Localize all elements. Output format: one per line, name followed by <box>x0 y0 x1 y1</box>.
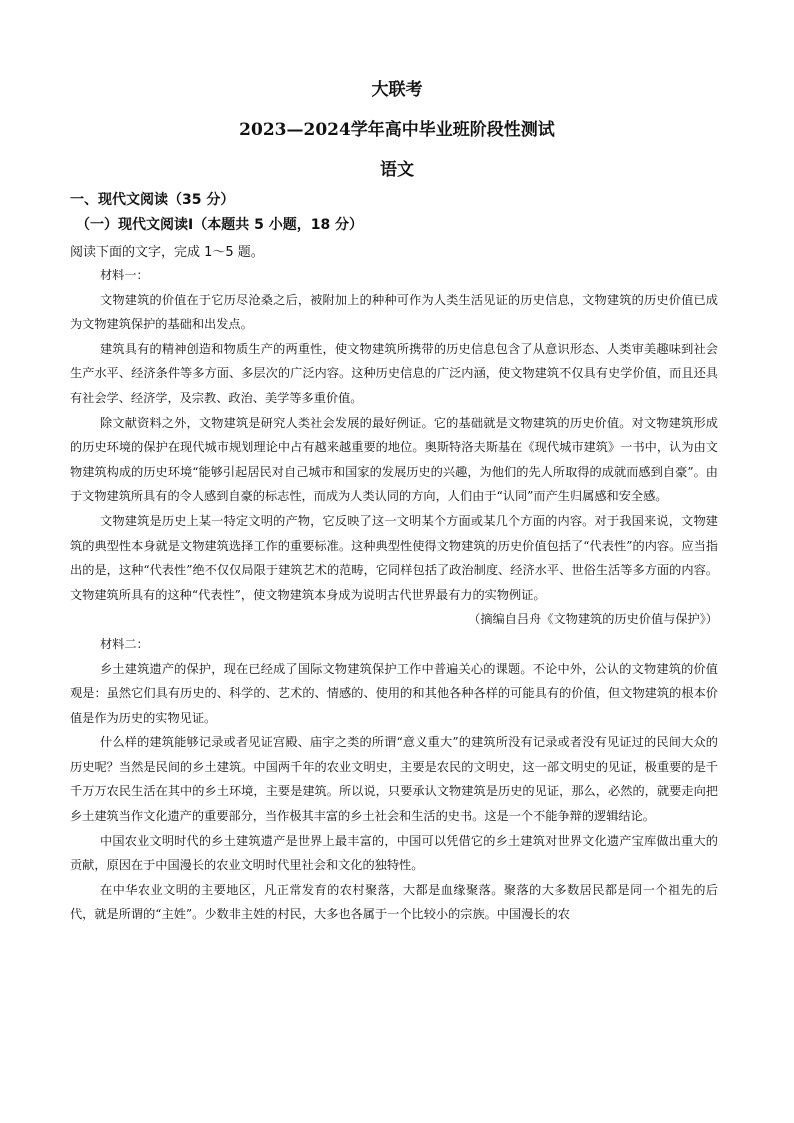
test-title: 2023—2024学年高中毕业班阶段性测试 <box>239 120 555 140</box>
section-heading: 一、现代文阅读（35 分） <box>70 192 235 208</box>
paragraph: 在中华农业文明的主要地区，凡正常发育的农村聚落，大都是血缘聚落。聚落的大多数居民都是同一个祖先的后代，就是所谓的“主姓”。少数非主姓的村民，大多也各属于一个比较小的宗族。中国漫长的农 <box>70 882 718 922</box>
reading-instruction: 阅读下面的文字，完成 1～5 题。 <box>70 245 264 260</box>
paragraph: 乡土建筑遗产的保护，现在已经成了国际文物建筑保护工作中普遍关心的课题。不论中外，公认的文物建筑的价值观是：虽然它们具有历史的、科学的、艺术的、情感的、使用的和其他各种各样的可能具有的价值，但文物建筑的根本价值是作为历史的实物见证。 <box>70 661 718 725</box>
paragraph: 中国农业文明时代的乡土建筑遗产是世界上最丰富的，中国可以凭借它的乡土建筑对世界文化遗产宝库做出重大的贡献，原因在于中国漫长的农业文明时代里社会和文化的独特性。 <box>70 833 718 873</box>
subsection-heading: （一）现代文阅读Ⅰ（本题共 5 小题，18 分） <box>76 217 364 233</box>
material-label: 材料一： <box>100 268 149 282</box>
exam-title: 大联考 <box>371 80 423 100</box>
source-citation: （摘编自吕舟《文物建筑的历史价值与保护》） <box>468 612 718 627</box>
material-label: 材料二： <box>100 636 149 651</box>
paragraph: 什么样的建筑能够记录或者见证宫殿、庙宇之类的所谓“意义重大”的建筑所没有记录或者没有见证过的民间大众的历史呢？当然是民间的乡土建筑。中国两千年的农业文明史，主要是农民的文明史，这一部文明史的见证，极重要的是千千万万农民生活在其中的乡土环境，主要是建筑。所以说，只要承认文物建筑是历史的见证，那么，必然的，就要走向把乡土建筑当作文化遗产的重要部分，当作极其丰富的乡土社会和生活的史书。这是一个不能争辩的逻辑结论。 <box>70 735 718 824</box>
paragraph: 文物建筑是历史上某一特定文明的产物，它反映了这一文明某个方面或某几个方面的内容。对于我国来说，文物建筑的典型性本身就是文物建筑选择工作的重要标准。这种典型性使得文物建筑的历史价值包括了“代表性”的内容。应当指出的是，这种“代表性”绝不仅仅局限于建筑艺术的范畴，它同样包括了政治制度、经济水平、世俗生活等多方面的内容。文物建筑所具有的这种“代表性”，使文物建筑本身成为说明古代世界最有力的实物例证。 <box>70 513 718 602</box>
paragraph: 建筑具有的精神创造和物质生产的两重性，使文物建筑所携带的历史信息包含了从意识形态、人类审美趣味到社会生产水平、经济条件等多方面、多层次的广泛内容。这种历史信息的广泛内涵，使文物建筑不仅具有史学价值，而且还具有社会学、经济学，及宗教、政治、美学等多重价值。 <box>70 341 718 405</box>
paragraph: 除文献资料之外，文物建筑是研究人类社会发展的最好例证。它的基础就是文物建筑的历史价值。对文物建筑形成的历史环境的保护在现代城市规划理论中占有越来越重要的地位。奥斯特洛夫斯基在《现代城市建筑》一书中，认为由文物建筑构成的历史环境“能够引起居民对自己城市和国家的发展历史的兴趣，为他们的先人所取得的成就而感到自豪”。由于文物建筑所具有的令人感到自豪的标志性，而成为人类认同的方向，人们由于“认同”而产生归属感和安全感。 <box>70 415 718 504</box>
subject-title: 语文 <box>380 160 414 180</box>
paragraph: 文物建筑的价值在于它历尽沧桑之后，被附加上的种种可作为人类生活见证的历史信息，文物建筑的历史价值已成为文物建筑保护的基础和出发点。 <box>70 292 718 332</box>
passage-body <box>70 263 718 927</box>
